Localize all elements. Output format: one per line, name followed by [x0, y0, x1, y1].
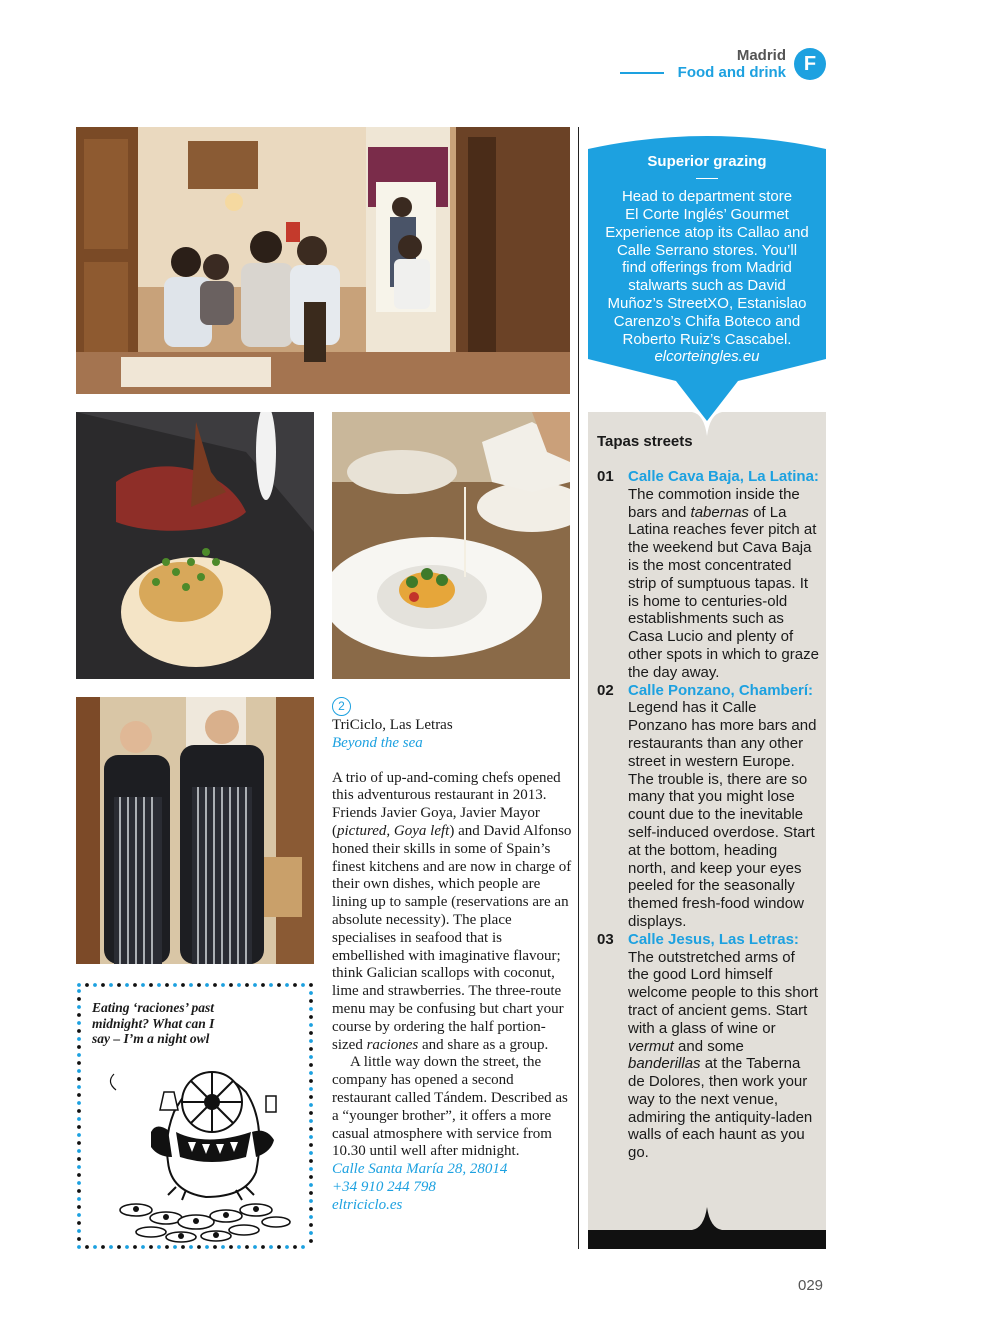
border-dot	[189, 1245, 193, 1249]
border-dot	[309, 1103, 313, 1107]
border-dot	[77, 1101, 81, 1105]
border-dot	[197, 983, 201, 987]
border-dot	[309, 991, 313, 995]
chefs-photo	[76, 697, 314, 964]
callout-link[interactable]: elcorteingles.eu	[654, 348, 760, 366]
border-dot	[77, 989, 81, 993]
border-dot	[77, 1213, 81, 1217]
border-dot	[309, 1175, 313, 1179]
border-dot	[261, 1245, 265, 1249]
border-dot	[125, 983, 129, 987]
tapas-item-name: Calle Cava Baja, La Latina:	[628, 468, 819, 485]
border-dot	[157, 1245, 161, 1249]
callout-line: Muñoz’s StreetXO, Estanislao	[607, 295, 807, 313]
border-dot	[77, 1045, 81, 1049]
border-dot	[133, 983, 137, 987]
border-dot	[221, 1245, 225, 1249]
border-dot	[173, 1245, 177, 1249]
border-dot	[77, 1029, 81, 1033]
border-dot	[309, 1135, 313, 1139]
border-dot	[301, 1245, 305, 1249]
owl-icon	[151, 1072, 276, 1200]
border-dot	[309, 999, 313, 1003]
border-dot	[77, 1157, 81, 1161]
border-dot	[213, 1245, 217, 1249]
tapas-item-text: The commotion inside the bars and	[628, 485, 800, 521]
tapas-item-em: banderillas	[628, 1055, 701, 1073]
border-dot	[309, 1239, 313, 1243]
border-dot	[269, 983, 273, 987]
section-badge: F	[794, 48, 826, 80]
border-dot	[309, 1071, 313, 1075]
article-paragraph: A little way down the street, the company has opened a second restaurant called Tándem. Described as a “younger brother”, it offers a more casual atmosphere with service from 10.30 until well after midnight.	[332, 1054, 568, 1160]
restaurant-website[interactable]: eltriciclo.es	[332, 1196, 403, 1213]
callout-line: Carenzo’s Chifa Boteco and	[613, 312, 801, 330]
dish-photo-2	[332, 412, 570, 679]
owl-illustration-box	[76, 982, 314, 1250]
border-dot	[309, 1015, 313, 1019]
border-dot	[77, 1109, 81, 1113]
restaurant-address: Calle Santa María 28, 28014	[332, 1161, 508, 1178]
border-dot	[309, 1199, 313, 1203]
border-dot	[77, 1013, 81, 1017]
page-number: 029	[798, 1277, 824, 1294]
border-dot	[77, 1069, 81, 1073]
border-dot	[277, 983, 281, 987]
border-dot	[157, 983, 161, 987]
border-dot	[77, 1181, 81, 1185]
restaurant-article	[332, 697, 572, 1215]
border-dot	[285, 1245, 289, 1249]
border-dot	[101, 1245, 105, 1249]
tapas-item	[597, 931, 819, 1162]
border-dot	[77, 1005, 81, 1009]
tapas-item-text: of La Latina reaches fever pitch at the weekend but Cava Baja is the most concentrated strip of sumptuous tapas. It is home to centuries-old establishments such as Casa Lucio and plenty of other spots in which to graze the day away.	[628, 503, 819, 681]
border-dot	[285, 983, 289, 987]
border-dot	[117, 983, 121, 987]
tapas-item-number: 02	[597, 681, 614, 699]
border-dot	[93, 983, 97, 987]
border-dot	[85, 983, 89, 987]
border-dot	[77, 1117, 81, 1121]
border-dot	[77, 1053, 81, 1057]
tapas-list	[597, 468, 819, 1162]
border-dot	[309, 1119, 313, 1123]
border-dot	[77, 1237, 81, 1241]
border-dot	[309, 1063, 313, 1067]
border-dot	[309, 983, 313, 987]
raciones-plates-icon	[120, 1204, 290, 1242]
restaurant-name: TriCiclo, Las Letras	[332, 717, 453, 733]
dish-photo-1	[76, 412, 314, 679]
callout-line: Head to department store	[621, 188, 793, 206]
border-dot	[309, 1191, 313, 1195]
border-dot	[301, 983, 305, 987]
border-dot	[213, 983, 217, 987]
border-dot	[165, 1245, 169, 1249]
tapas-item-number: 03	[597, 930, 614, 948]
header-rule	[620, 72, 664, 74]
border-dot	[309, 1223, 313, 1227]
border-dot	[149, 1245, 153, 1249]
border-dot	[77, 1077, 81, 1081]
border-dot	[77, 1125, 81, 1129]
border-dot	[77, 1021, 81, 1025]
callout-line: stalwarts such as David	[628, 277, 786, 295]
border-dot	[221, 983, 225, 987]
border-dot	[309, 1111, 313, 1115]
border-dot	[77, 1189, 81, 1193]
callout-line: Roberto Ruiz’s Cascabel.	[622, 330, 792, 348]
border-dot	[181, 983, 185, 987]
tapas-streets-panel	[588, 412, 826, 1249]
border-dot	[77, 1093, 81, 1097]
border-dot	[309, 1055, 313, 1059]
border-dot	[269, 1245, 273, 1249]
border-dot	[77, 1229, 81, 1233]
tapas-item-name: Calle Ponzano, Chamberí:	[628, 681, 814, 699]
border-dot	[77, 997, 81, 1001]
border-dot	[109, 983, 113, 987]
border-dot	[85, 1245, 89, 1249]
tapas-item	[597, 682, 819, 931]
callout-title: Superior grazing	[647, 153, 767, 170]
tapas-item-number: 01	[597, 468, 614, 485]
tapas-item-text: and some	[673, 1037, 744, 1055]
tapas-title: Tapas streets	[597, 433, 693, 450]
superior-grazing-callout	[588, 127, 826, 421]
border-dot	[77, 1141, 81, 1145]
border-dot	[77, 1149, 81, 1153]
border-dot	[261, 983, 265, 987]
border-dot	[309, 1031, 313, 1035]
border-dot	[293, 1245, 297, 1249]
border-dot	[77, 1197, 81, 1201]
tapas-item	[597, 468, 819, 682]
border-dot	[309, 1159, 313, 1163]
border-dot	[309, 1207, 313, 1211]
restaurant-tagline: Beyond the sea	[332, 734, 423, 751]
tapas-item-em: vermut	[628, 1037, 674, 1055]
border-dot	[133, 1245, 137, 1249]
border-dot	[309, 1215, 313, 1219]
border-dot	[237, 983, 241, 987]
tapas-item-text: The outstretched arms of the good Lord himself welcome people to this short tract of ancient gems. Start with a glass of wine or	[628, 948, 819, 1037]
callout-dash	[696, 178, 718, 180]
border-dot	[141, 1245, 145, 1249]
border-dot	[245, 983, 249, 987]
border-dot	[253, 983, 257, 987]
border-dot	[109, 1245, 113, 1249]
border-dot	[229, 983, 233, 987]
border-dot	[205, 983, 209, 987]
border-dot	[237, 1245, 241, 1249]
border-dot	[77, 1221, 81, 1225]
border-dot	[309, 1183, 313, 1187]
border-dot	[293, 983, 297, 987]
border-dot	[309, 1007, 313, 1011]
border-dot	[309, 1087, 313, 1091]
border-dot	[229, 1245, 233, 1249]
border-dot	[93, 1245, 97, 1249]
border-dot	[309, 1023, 313, 1027]
border-dot	[309, 1047, 313, 1051]
border-dot	[245, 1245, 249, 1249]
border-dot	[309, 1167, 313, 1171]
border-dot	[309, 1095, 313, 1099]
border-dot	[189, 983, 193, 987]
border-dot	[309, 1127, 313, 1131]
border-dot	[77, 1173, 81, 1177]
section-label: Food and drink	[677, 64, 786, 81]
callout-line: find offerings from Madrid	[622, 259, 792, 277]
border-dot	[77, 983, 81, 987]
tapas-item-text: at the Taberna de Dolores, then work your way to the next venue, admiring the antiquity-laden walls of each haunt as you go.	[628, 1055, 813, 1162]
city-label: Madrid	[736, 47, 786, 64]
listing-number: 2	[332, 697, 351, 716]
border-dot	[253, 1245, 257, 1249]
tapas-item-name: Calle Jesus, Las Letras:	[628, 930, 799, 948]
border-dot	[101, 983, 105, 987]
border-dot	[309, 1079, 313, 1083]
callout-line: Experience atop its Callao and	[605, 223, 809, 241]
border-dot	[181, 1245, 185, 1249]
border-dot	[77, 1133, 81, 1137]
callout-line: Calle Serrano stores. You’ll	[616, 241, 798, 259]
border-dot	[125, 1245, 129, 1249]
restaurant-phone[interactable]: +34 910 244 798	[332, 1178, 436, 1195]
owl-quote: Eating ‘raciones’ past midnight? What can I say – I’m a night owl	[92, 1000, 215, 1046]
border-dot	[277, 1245, 281, 1249]
border-dot	[77, 1037, 81, 1041]
border-dot	[77, 1245, 81, 1249]
border-dot	[309, 1231, 313, 1235]
border-dot	[205, 1245, 209, 1249]
border-dot	[149, 983, 153, 987]
tapas-item-em: tabernas	[690, 503, 749, 521]
border-dot	[165, 983, 169, 987]
article-paragraph: A trio of up-and-coming chefs opened this adventurous restaurant in 2013. Friends Javier Goya, Javier Mayor (pictured, Goya left) and David Alfonso honed their skills in some of Spain’s finest kitchens and are now in charge of their own dishes, which people are lining up to sample (reservations are an absolute necessity). The place specialises in seafood that is embellished with imaginative flavour; think Galician scallops with coconut, lime and strawberries. The three-route menu may be confusing but chart your course by ordering the half portion-sized raciones and share as a group.	[332, 769, 572, 1053]
border-dot	[309, 1143, 313, 1147]
border-dot	[77, 1165, 81, 1169]
restaurant-photo	[76, 127, 570, 394]
border-dot	[173, 983, 177, 987]
border-dot	[141, 983, 145, 987]
border-dot	[77, 1085, 81, 1089]
border-dot	[309, 1039, 313, 1043]
border-dot	[309, 1151, 313, 1155]
column-divider	[578, 127, 579, 1249]
border-dot	[77, 1205, 81, 1209]
article-body	[332, 770, 572, 1162]
tapas-item-text: Legend has it Calle Ponzano has more bars and restaurants than any other street in western Europe. The trouble is, there are so many that you might lose count due to the inevitable self-induced overdose. Start at the bottom, heading north, and keep your eyes peeled for the seasonally themed fresh-food window displays.	[628, 699, 817, 930]
callout-line: El Corte Inglés’ Gourmet	[625, 206, 789, 224]
border-dot	[117, 1245, 121, 1249]
border-dot	[197, 1245, 201, 1249]
border-dot	[77, 1061, 81, 1065]
